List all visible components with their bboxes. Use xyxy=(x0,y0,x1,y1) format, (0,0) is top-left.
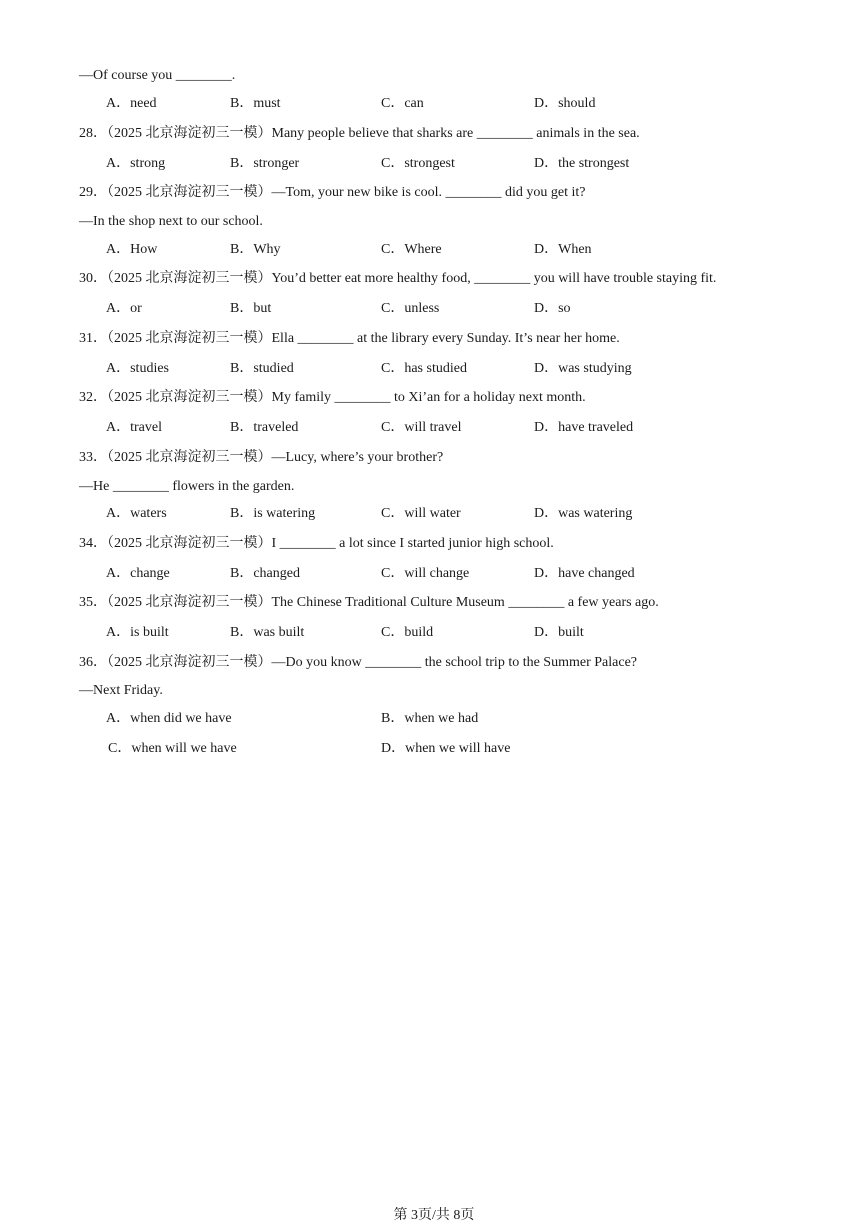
option-d: D．so xyxy=(534,301,571,316)
option-b: B．stronger xyxy=(230,156,300,171)
option-b: B．but xyxy=(230,301,272,316)
option-b: B．must xyxy=(230,96,281,111)
question-stem: 33．（2025 北京海淀初三一模）—Lucy, where’s your brother? xyxy=(79,450,444,465)
option-b: B．when we had xyxy=(381,711,479,726)
page-number: 第 3页/共 8页 xyxy=(393,1208,475,1223)
options-row xyxy=(0,740,868,758)
options-row xyxy=(0,505,868,523)
question-reply: —Next Friday. xyxy=(79,683,163,698)
option-c: C．will travel xyxy=(381,420,462,435)
question-stem: 34．（2025 北京海淀初三一模）I ________ a lot since I started junior high school. xyxy=(79,536,554,551)
question-stem: 29．（2025 北京海淀初三一模）—Tom, your new bike is cool. ________ did you get it? xyxy=(79,185,586,200)
option-a: A．is built xyxy=(106,625,169,640)
option-d: D．have changed xyxy=(534,566,635,581)
option-c: C．will water xyxy=(381,506,461,521)
option-b: B．traveled xyxy=(230,420,299,435)
options-row xyxy=(0,95,868,113)
options-row xyxy=(0,155,868,173)
option-a: A．travel xyxy=(106,420,162,435)
option-b: B．studied xyxy=(230,361,294,376)
option-d: D．when we will have xyxy=(381,741,511,756)
question-reply: —He ________ flowers in the garden. xyxy=(79,479,295,494)
option-c: C．will change xyxy=(381,566,470,581)
option-a: A．studies xyxy=(106,361,169,376)
option-d: D．was watering xyxy=(534,506,633,521)
option-b: B．is watering xyxy=(230,506,316,521)
question-stem: 35．（2025 北京海淀初三一模）The Chinese Traditional Culture Museum ________ a few years ago. xyxy=(79,595,659,610)
option-a: A．when did we have xyxy=(106,711,232,726)
option-b: B．Why xyxy=(230,242,281,257)
dialogue-line: —Of course you ________. xyxy=(79,68,236,83)
option-c: C．build xyxy=(381,625,434,640)
option-d: D．the strongest xyxy=(534,156,630,171)
question-stem: 36．（2025 北京海淀初三一模）—Do you know ________ the school trip to the Summer Palace? xyxy=(79,655,637,670)
option-a: A．strong xyxy=(106,156,166,171)
option-a: A．How xyxy=(106,242,158,257)
option-d: D．have traveled xyxy=(534,420,634,435)
option-d: D．When xyxy=(534,242,592,257)
question-stem: 31．（2025 北京海淀初三一模）Ella ________ at the library every Sunday. It’s near her home. xyxy=(79,331,620,346)
options-row xyxy=(0,360,868,378)
option-b: B．changed xyxy=(230,566,300,581)
option-c: C．has studied xyxy=(381,361,467,376)
options-row xyxy=(0,565,868,583)
option-a: A．or xyxy=(106,301,142,316)
option-d: D．built xyxy=(534,625,584,640)
option-c: C．unless xyxy=(381,301,440,316)
option-d: D．was studying xyxy=(534,361,632,376)
option-c: C．when will we have xyxy=(108,741,237,756)
options-row xyxy=(0,624,868,642)
options-row xyxy=(0,300,868,318)
question-stem: 32．（2025 北京海淀初三一模）My family ________ to Xi’an for a holiday next month. xyxy=(79,390,586,405)
question-stem: 30．（2025 北京海淀初三一模）You’d better eat more healthy food, ________ you will have trouble staying fit. xyxy=(79,271,717,286)
question-stem: 28．（2025 北京海淀初三一模）Many people believe that sharks are ________ animals in the sea. xyxy=(79,126,640,141)
option-c: C．strongest xyxy=(381,156,455,171)
options-row xyxy=(0,419,868,437)
option-c: C．Where xyxy=(381,242,442,257)
option-a: A．change xyxy=(106,566,170,581)
options-row xyxy=(0,710,868,728)
option-d: D．should xyxy=(534,96,596,111)
option-b: B．was built xyxy=(230,625,305,640)
option-a: A．waters xyxy=(106,506,167,521)
option-a: A．need xyxy=(106,96,157,111)
option-c: C．can xyxy=(381,96,424,111)
question-reply: —In the shop next to our school. xyxy=(79,214,263,229)
options-row xyxy=(0,241,868,259)
